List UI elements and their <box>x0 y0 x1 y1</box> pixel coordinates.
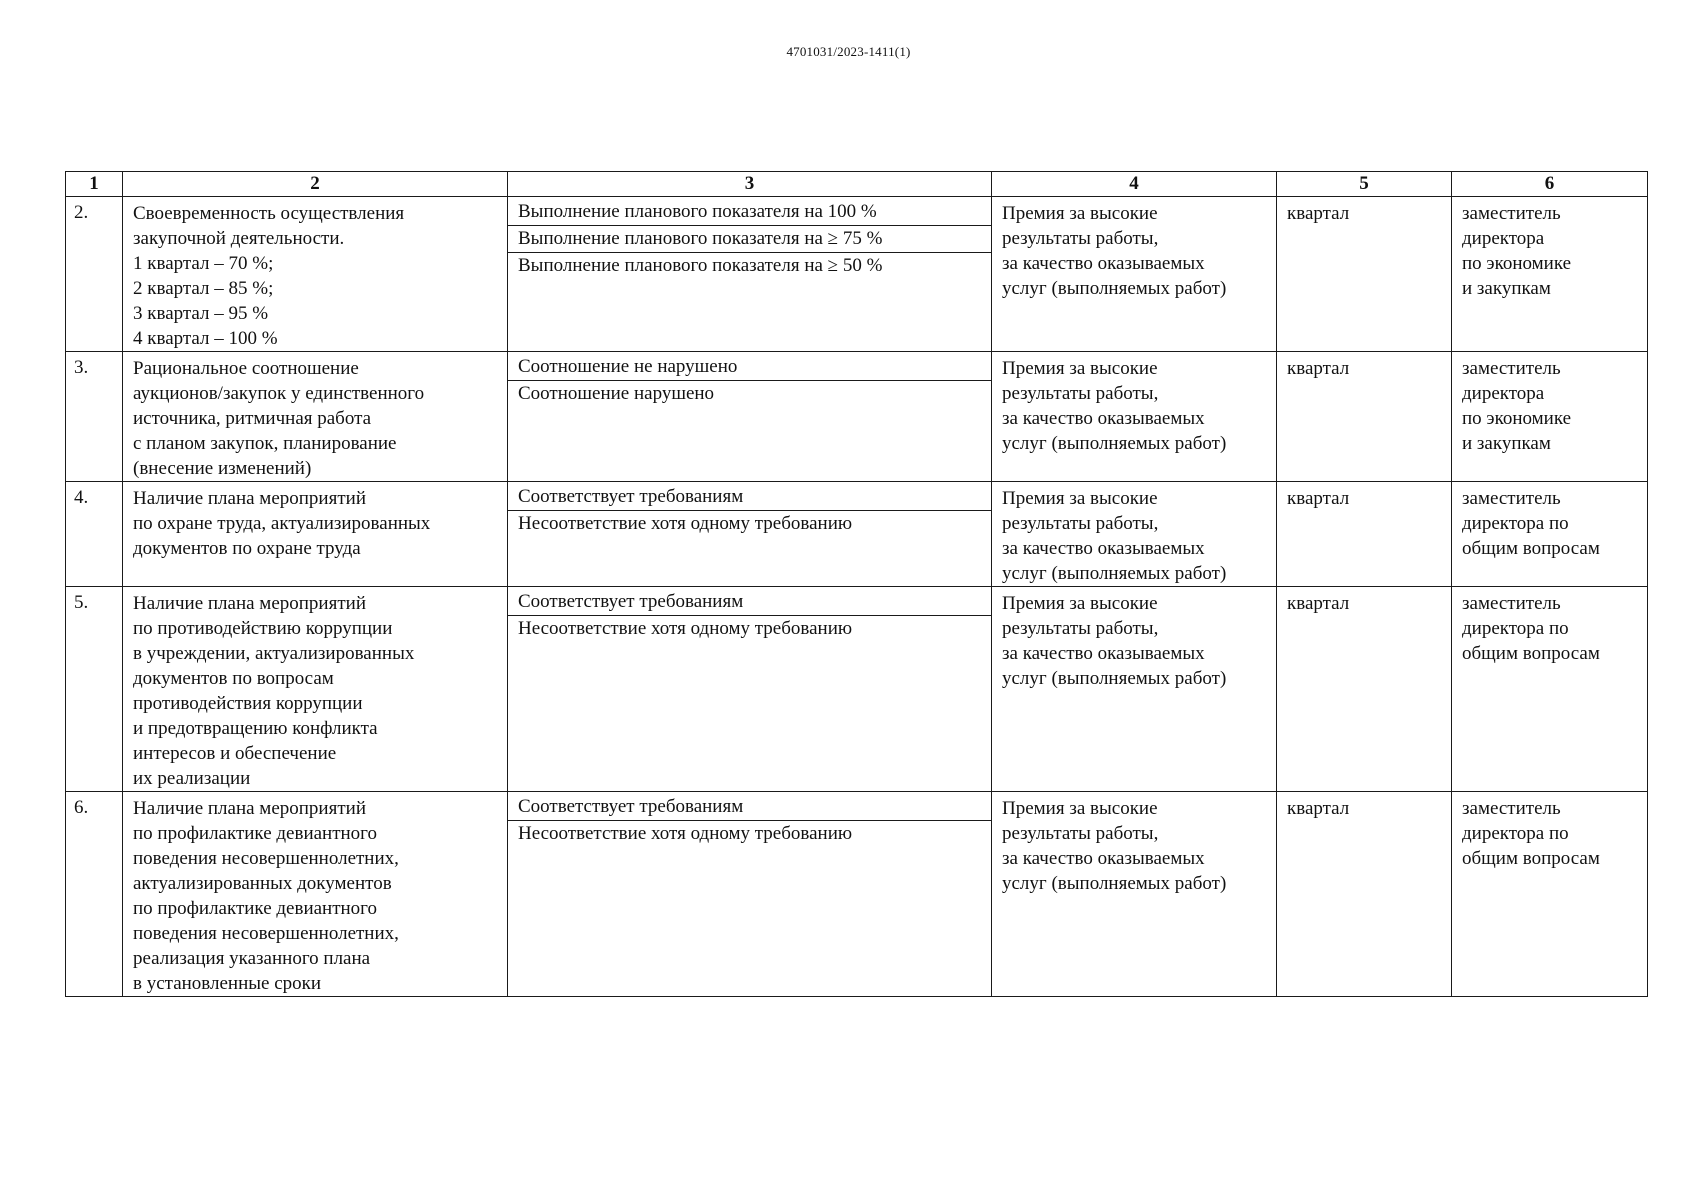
row-number: 5. <box>74 592 89 613</box>
indicator-text: Своевременность осуществления закупочной деятельности. 1 квартал – 70 %; 2 квартал – 85 %; 3 квартал – 95 % 4 квартал – 100 % <box>133 203 405 349</box>
period-text: квартал <box>1287 488 1350 509</box>
period-text: квартал <box>1287 798 1350 819</box>
row-number: 4. <box>74 487 89 508</box>
payment-text: Премия за высокие результаты работы, за качество оказываемых услуг (выполняемых работ) <box>1002 203 1227 299</box>
criteria-item: Соотношение не нарушено <box>508 354 991 381</box>
row-number: 2. <box>74 202 89 223</box>
criteria-item: Соответствует требованиям <box>508 484 991 511</box>
criteria-item: Несоответствие хотя одному требованию <box>518 513 853 534</box>
criteria-item: Соответствует требованиям <box>508 589 991 616</box>
indicator-text: Наличие плана мероприятий по профилактике девиантного поведения несовершеннолетних, актуализированных документов по профилактике девиантного поведения несовершеннолетних, реализация указанного плана в установленные сроки <box>133 798 399 994</box>
responsible-text: заместитель директора по экономике и закупкам <box>1462 203 1572 299</box>
column-header: 4 <box>992 172 1277 197</box>
table-row <box>66 197 1648 352</box>
responsible-text: заместитель директора по общим вопросам <box>1462 798 1600 869</box>
period-text: квартал <box>1287 203 1350 224</box>
indicator-text: Рациональное соотношение аукционов/закупок у единственного источника, ритмичная работа с планом закупок, планирование (внесение изменений) <box>133 358 425 479</box>
column-header: 1 <box>66 172 123 197</box>
period-text: квартал <box>1287 593 1350 614</box>
period-text: квартал <box>1287 358 1350 379</box>
table-row <box>66 482 1648 587</box>
criteria-item: Выполнение планового показателя на 100 % <box>508 199 991 226</box>
table-row <box>66 792 1648 997</box>
table-header-row <box>66 172 1648 197</box>
criteria-table <box>65 171 1648 997</box>
table-row <box>66 352 1648 482</box>
column-header: 3 <box>508 172 992 197</box>
column-header: 2 <box>123 172 508 197</box>
responsible-text: заместитель директора по общим вопросам <box>1462 593 1600 664</box>
criteria-item: Соотношение нарушено <box>518 383 715 404</box>
document-number: 4701031/2023-1411(1) <box>786 44 911 59</box>
column-header: 6 <box>1452 172 1648 197</box>
table-row <box>66 587 1648 792</box>
criteria-list <box>508 587 991 642</box>
indicator-text: Наличие плана мероприятий по охране труда, актуализированных документов по охране труда <box>133 488 431 559</box>
criteria-list <box>508 197 991 279</box>
payment-text: Премия за высокие результаты работы, за качество оказываемых услуг (выполняемых работ) <box>1002 358 1227 454</box>
payment-text: Премия за высокие результаты работы, за качество оказываемых услуг (выполняемых работ) <box>1002 798 1227 894</box>
responsible-text: заместитель директора по экономике и закупкам <box>1462 358 1572 454</box>
criteria-item: Несоответствие хотя одному требованию <box>518 618 853 639</box>
payment-text: Премия за высокие результаты работы, за качество оказываемых услуг (выполняемых работ) <box>1002 488 1227 584</box>
row-number: 6. <box>74 797 89 818</box>
criteria-list <box>508 792 991 847</box>
criteria-item: Соответствует требованиям <box>508 794 991 821</box>
payment-text: Премия за высокие результаты работы, за качество оказываемых услуг (выполняемых работ) <box>1002 593 1227 689</box>
criteria-list <box>508 482 991 537</box>
criteria-list <box>508 352 991 407</box>
row-number: 3. <box>74 357 89 378</box>
criteria-item: Выполнение планового показателя на ≥ 50 % <box>518 255 883 276</box>
column-header: 5 <box>1277 172 1452 197</box>
responsible-text: заместитель директора по общим вопросам <box>1462 488 1600 559</box>
indicator-text: Наличие плана мероприятий по противодействию коррупции в учреждении, актуализированных документов по вопросам противодействия коррупции и предотвращению конфликта интересов и обеспечение их реализации <box>133 593 415 789</box>
criteria-item: Несоответствие хотя одному требованию <box>518 823 853 844</box>
criteria-item: Выполнение планового показателя на ≥ 75 % <box>508 226 991 253</box>
